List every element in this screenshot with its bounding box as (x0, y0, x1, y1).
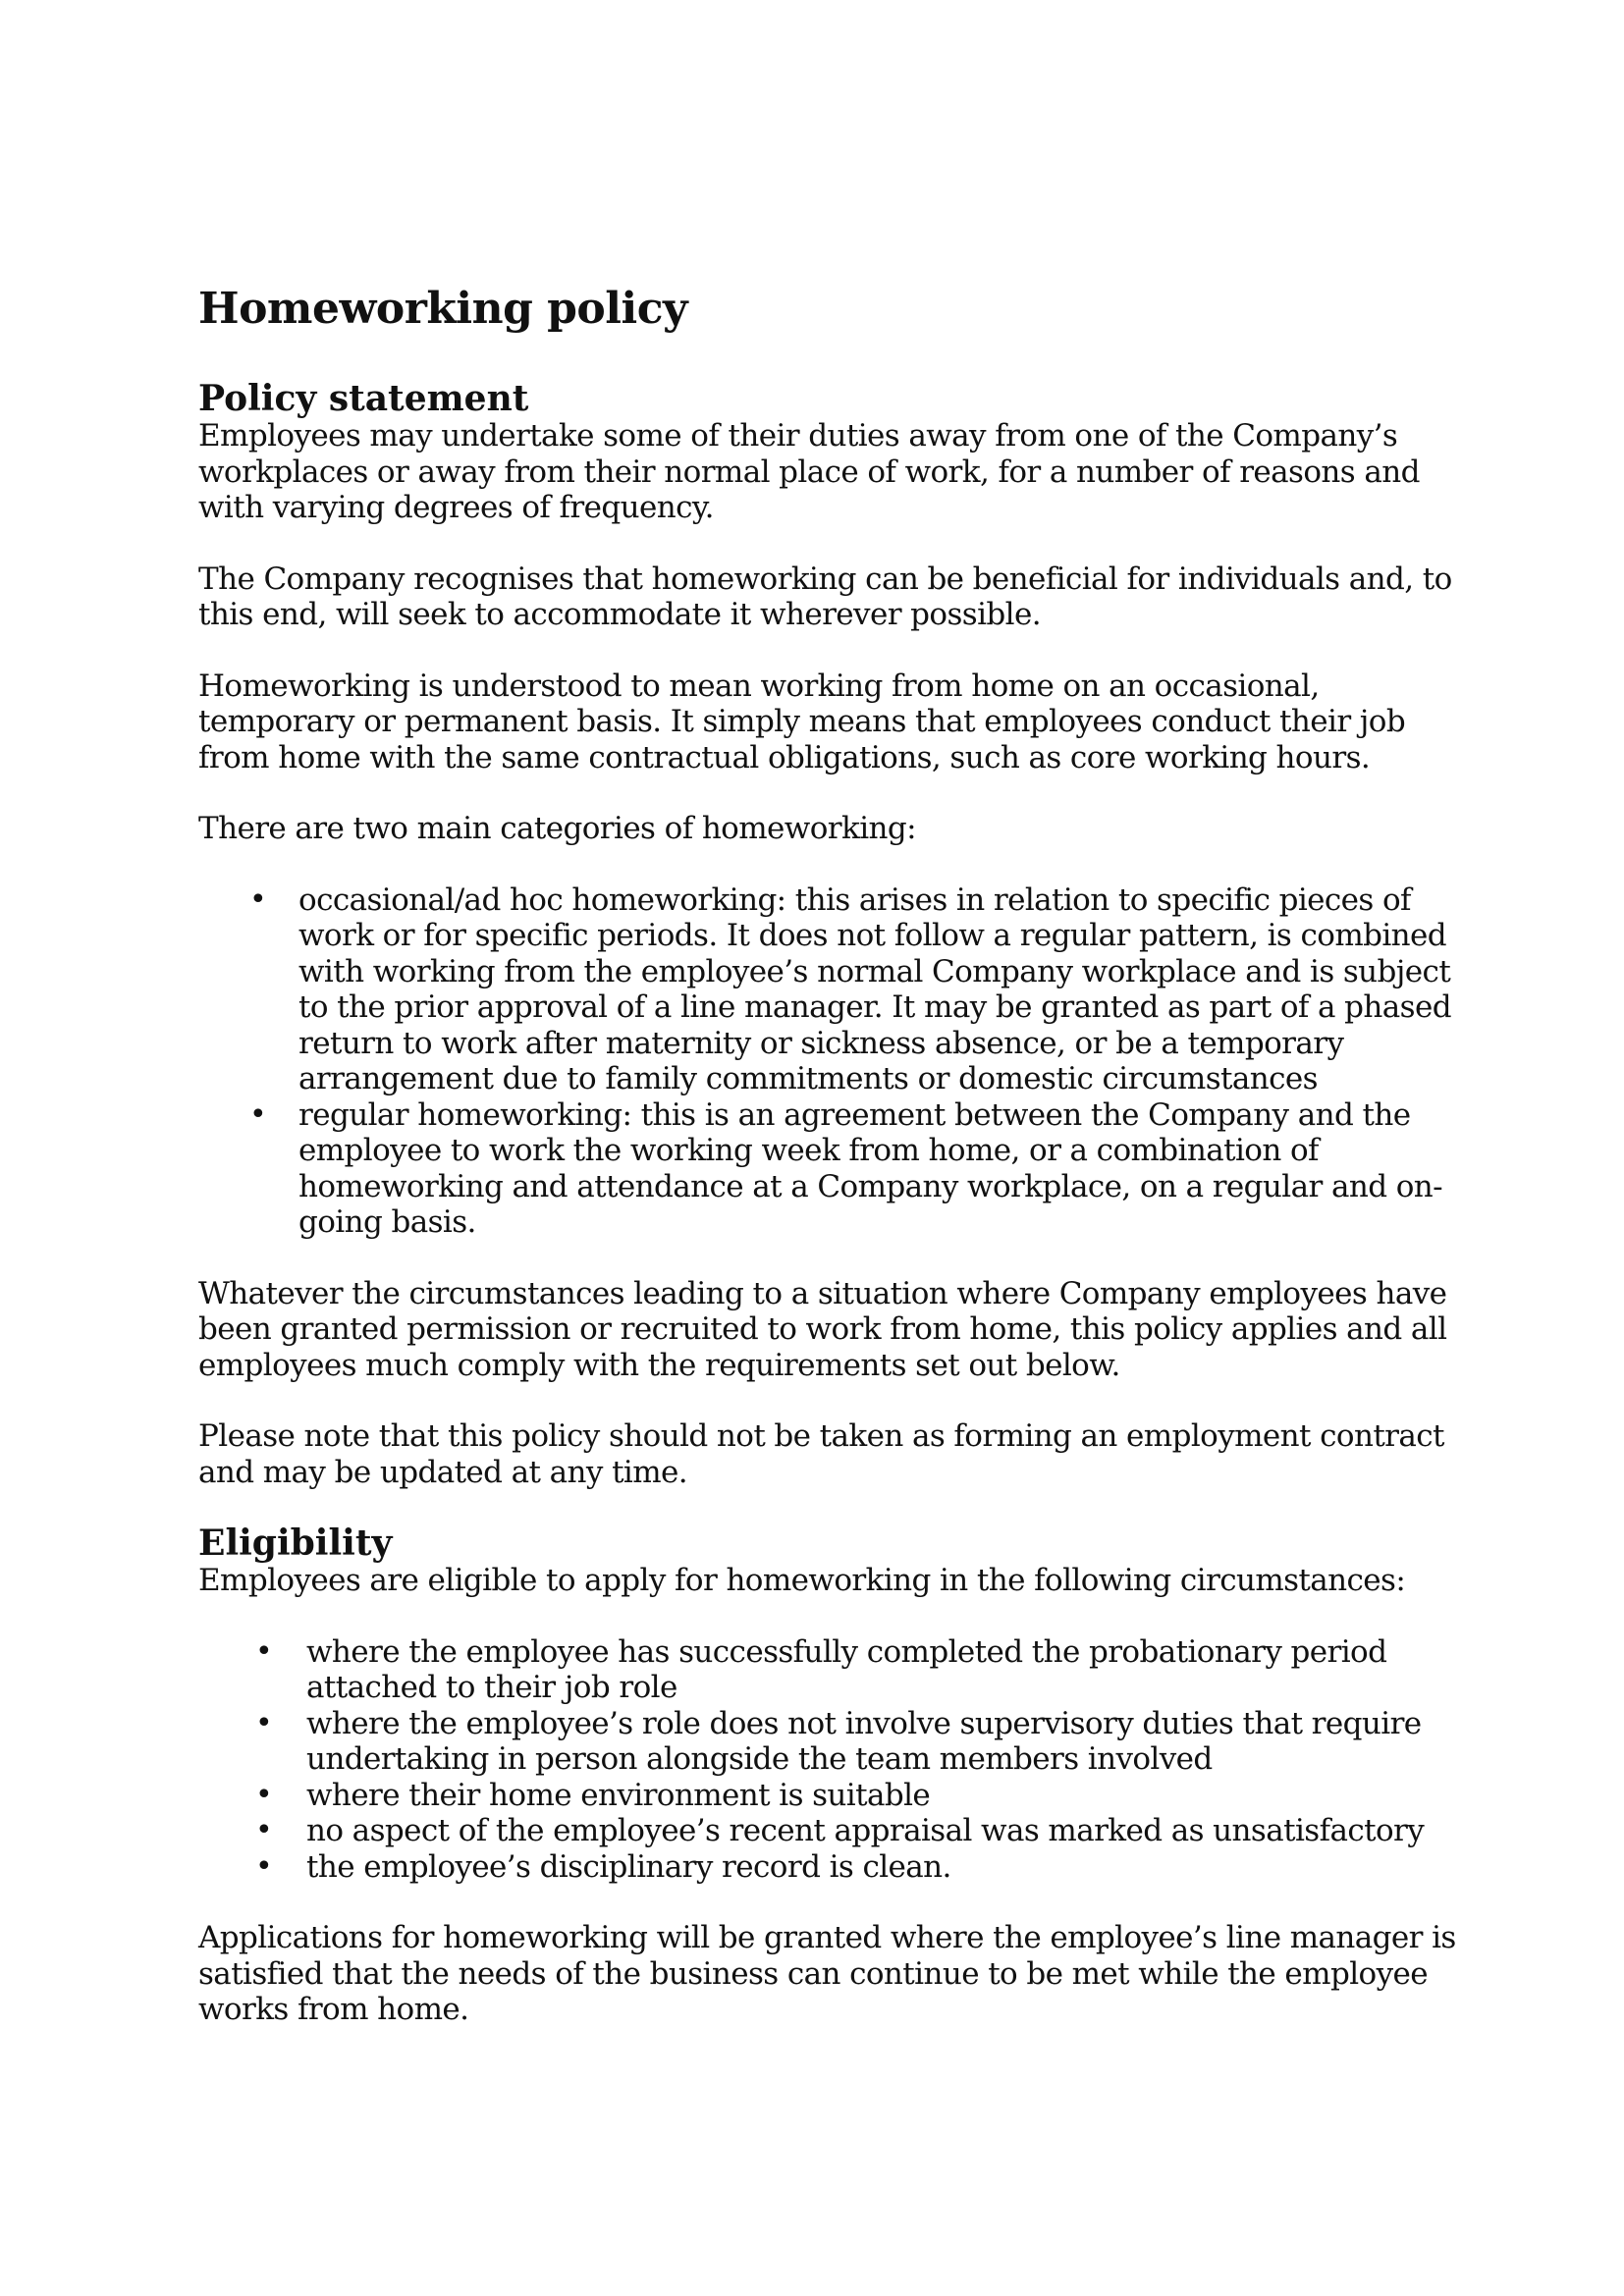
bullet-icon: • (249, 1096, 267, 1132)
bullet-icon: • (255, 1705, 273, 1740)
bullet-icon: • (255, 1813, 273, 1847)
list-item (249, 882, 1475, 1097)
policy-statement-section (198, 379, 1475, 1490)
section-heading-policy-statement: Policy statement (198, 378, 529, 419)
section-heading-eligibility: Eligibility (198, 1522, 393, 1564)
paragraph: Applications for homeworking will be granted where the employee’s line manager is satisfied that the needs of the business can continue to be met while the employee works from home. (198, 1920, 1456, 2027)
paragraph: There are two main categories of homeworking: (198, 811, 916, 846)
list-item-text: where their home environment is suitable (306, 1777, 931, 1813)
paragraph: Employees may undertake some of their duties away from one of the Company’s workplaces or away from their normal place of work, for a number of reasons and with varying degrees of frequency. (198, 418, 1420, 525)
document-page (198, 283, 1475, 2063)
paragraph: Please note that this policy should not be taken as forming an employment contract and may be updated at any time. (198, 1418, 1444, 1490)
bullet-icon: • (255, 1777, 273, 1812)
bullet-icon: • (249, 881, 267, 917)
list-item (255, 1813, 1475, 1849)
list-item (255, 1778, 1475, 1814)
paragraph: Employees are eligible to apply for homeworking in the following circumstances: (198, 1563, 1406, 1598)
bullet-icon: • (255, 1848, 273, 1884)
list-item (255, 1706, 1475, 1778)
list-item-text: occasional/ad hoc homeworking: this arises in relation to specific pieces of work or for specific periods. It does not follow a regular pattern, is combined with working from the employee’s normal Company workplace and is subject to the prior approval of a line manager. It may be granted as part of a phased return to work after maternity or sickness absence, or be a temporary arrangement due to family commitments or domestic circumstances (298, 881, 1451, 1096)
paragraph: Whatever the circumstances leading to a situation where Company employees have been granted permission or recruited to work from home, this policy applies and all employees much comply with the requirements set out below. (198, 1275, 1447, 1383)
eligibility-section (198, 1523, 1475, 2028)
list-item (249, 1097, 1475, 1241)
list-item (255, 1634, 1475, 1706)
list-item-text: regular homeworking: this is an agreement between the Company and the employee to work the working week from home, or a combination of homeworking and attendance at a Company workplace, on a regular and on-going basis. (298, 1096, 1442, 1240)
paragraph: The Company recognises that homeworking can be beneficial for individuals and, to this end, will seek to accommodate it wherever possible. (198, 561, 1452, 632)
bullet-icon: • (255, 1633, 273, 1669)
list-item-text: the employee’s disciplinary record is clean. (306, 1848, 951, 1885)
paragraph: Homeworking is understood to mean working from home on an occasional, temporary or permanent basis. It simply means that employees conduct their job from home with the same contractual obligations, such as core working hours. (198, 667, 1406, 775)
list-item (255, 1849, 1475, 1886)
eligibility-list (198, 1634, 1475, 1886)
list-item-text: no aspect of the employee’s recent appraisal was marked as unsatisfactory (306, 1813, 1425, 1848)
document-title: Homeworking policy (198, 284, 688, 334)
list-item-text: where the employee’s role does not involve supervisory duties that require undertaking in person alongside the team members involved (306, 1705, 1422, 1777)
list-item-text: where the employee has successfully completed the probationary period attached to their job role (306, 1633, 1387, 1705)
homeworking-categories-list (198, 882, 1475, 1241)
